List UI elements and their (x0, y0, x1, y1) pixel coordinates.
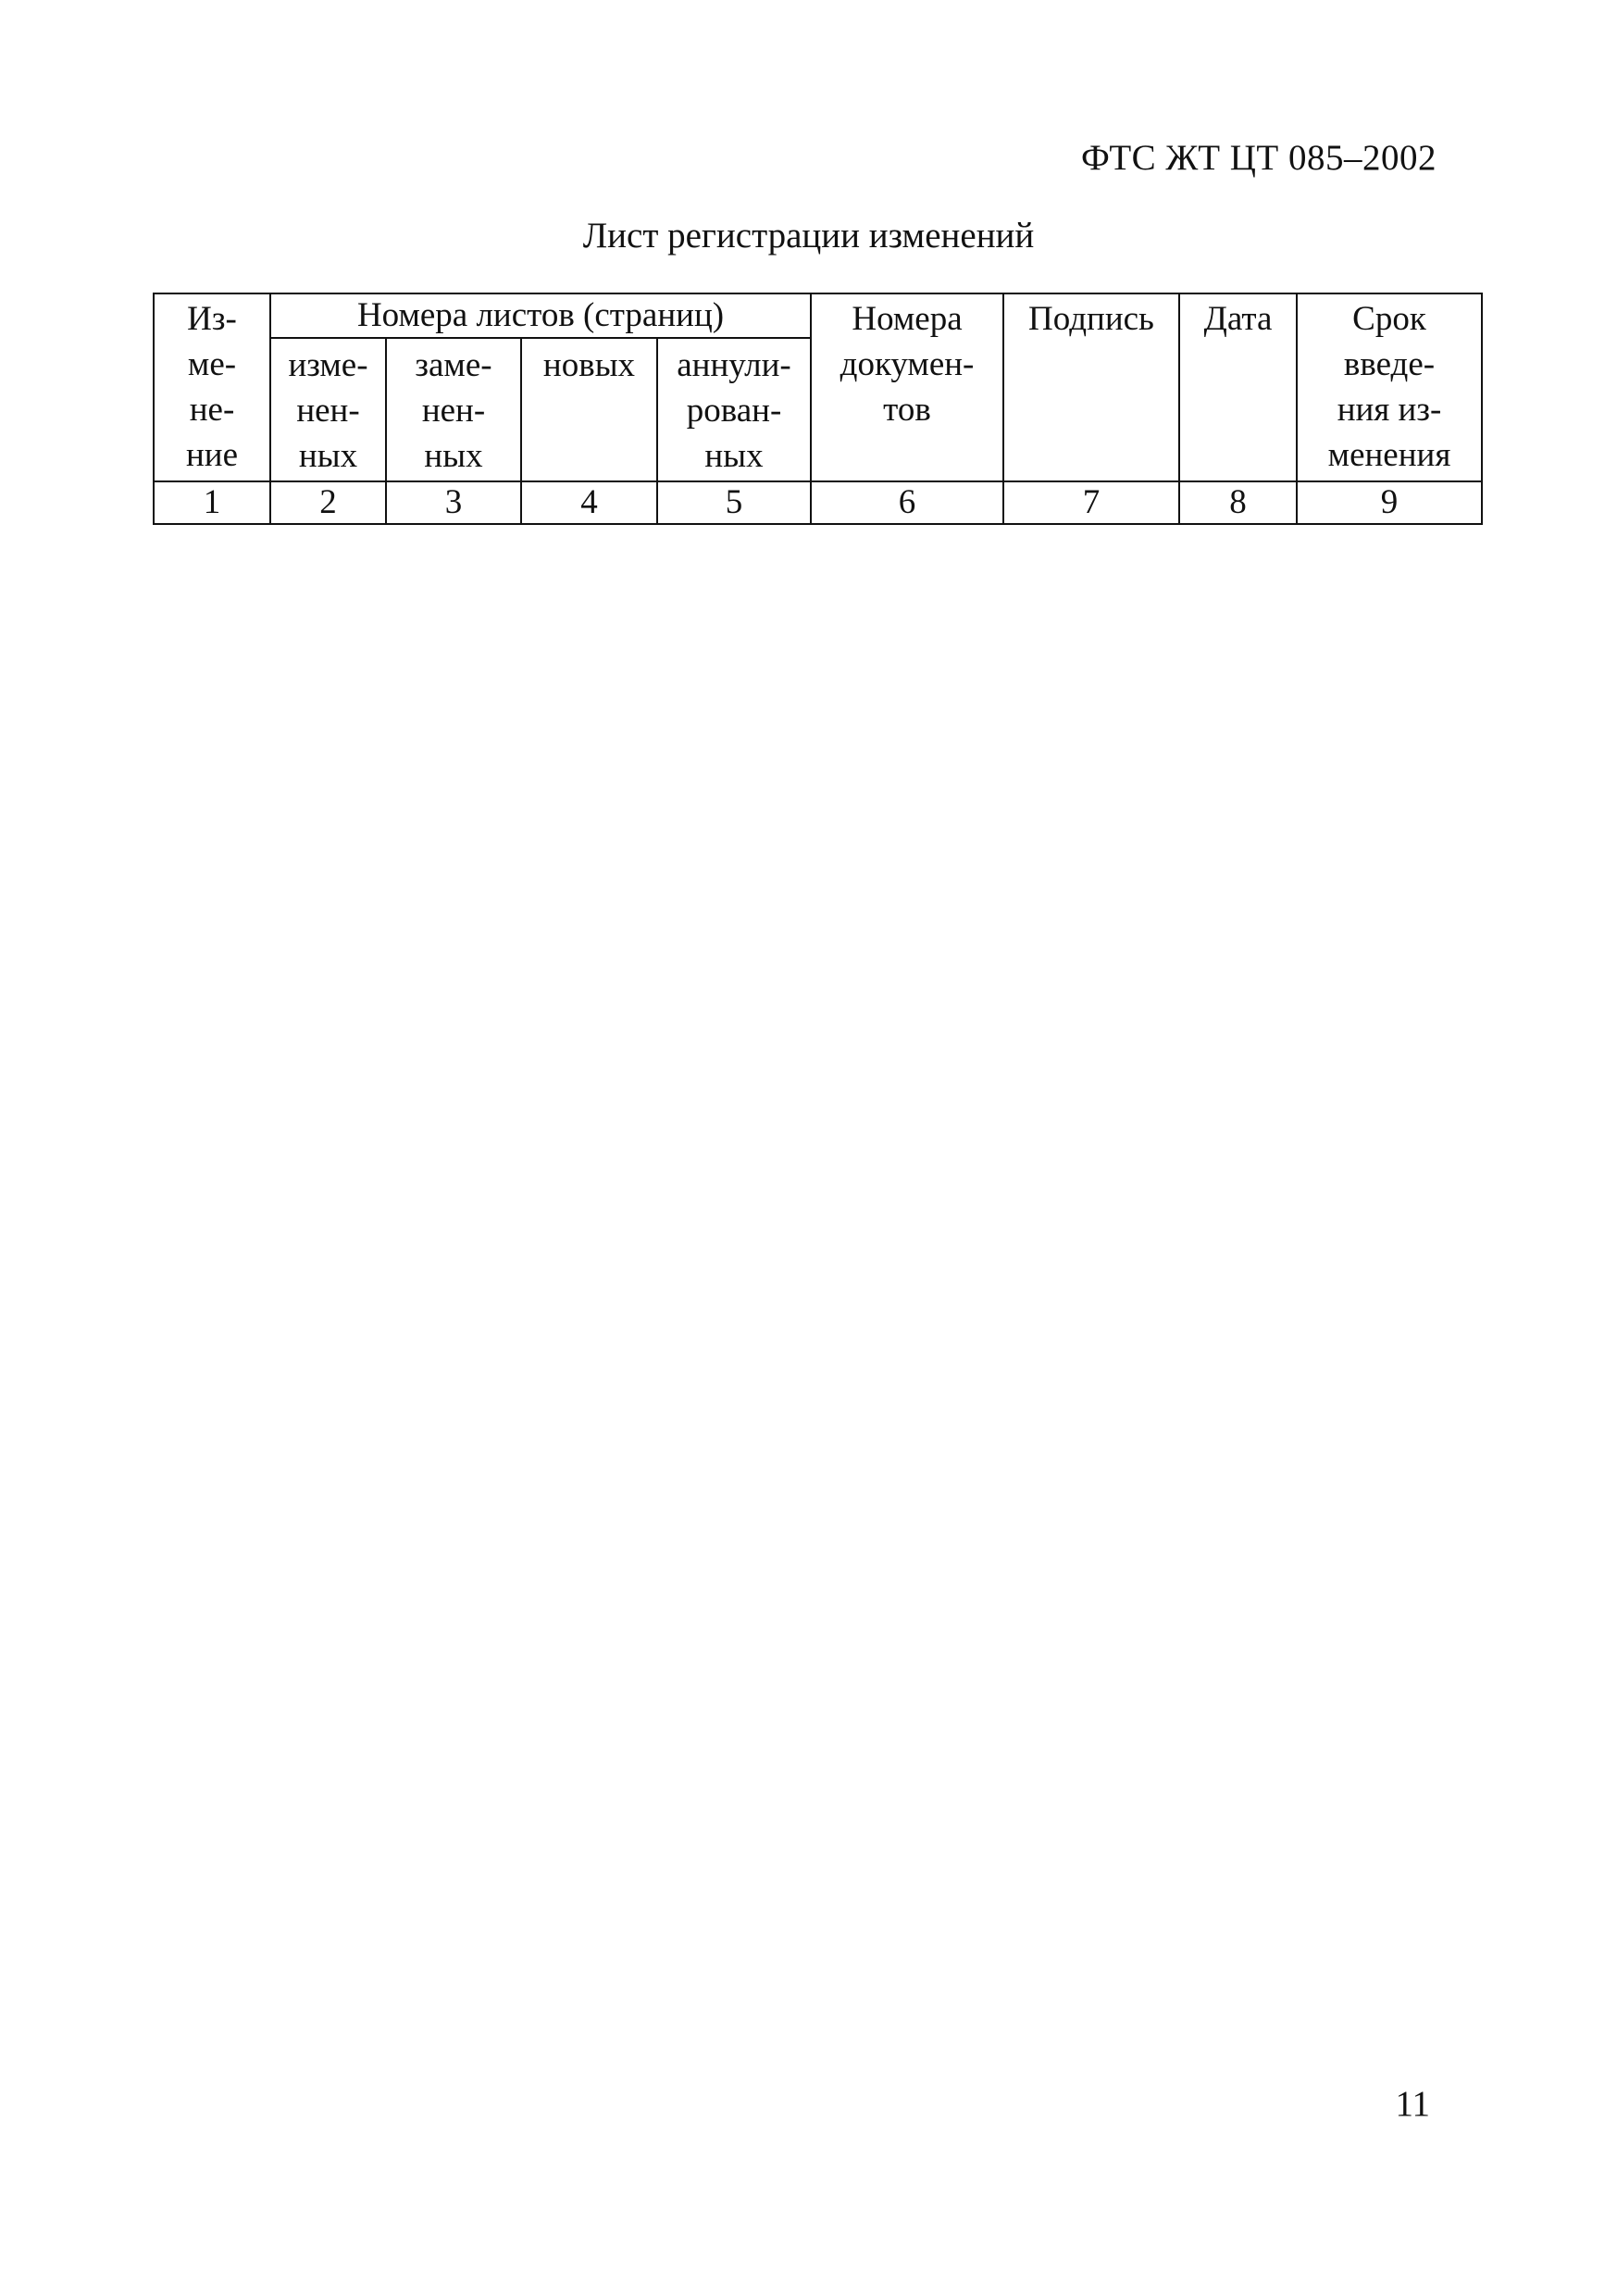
header-cell-deadline-line: менения (1327, 436, 1451, 474)
table-header-row-1 (154, 293, 1482, 338)
header-cell-annulled-line: рован- (686, 392, 782, 430)
header-cell-change-line: ме- (187, 345, 237, 383)
header-cell-changed (270, 338, 386, 481)
header-cell-replaced-line: заме- (415, 346, 492, 384)
header-cell-annulled-line: ных (704, 437, 764, 475)
header-cell-signature (1003, 293, 1179, 481)
header-cell-date (1179, 293, 1297, 481)
column-number-cell: 1 (154, 481, 270, 524)
header-cell-changed-line: нен- (296, 392, 360, 430)
header-cell-deadline-line: введе- (1343, 345, 1436, 383)
document-code: ФТС ЖТ ЦТ 085–2002 (1080, 138, 1437, 178)
page-number: 11 (1395, 2084, 1430, 2124)
column-numbers-row (154, 481, 1482, 524)
column-number-cell: 2 (270, 481, 386, 524)
header-cell-changed-line: ных (298, 437, 358, 475)
column-number-cell: 4 (521, 481, 657, 524)
header-cell-change-line: не- (189, 391, 235, 429)
header-cell-change-line: ние (185, 436, 239, 474)
header-cell-changed-line: изме- (288, 346, 368, 384)
header-cell-change-line: Из- (187, 300, 237, 338)
header-cell-replaced-line: нен- (421, 392, 486, 430)
header-cell-new (521, 338, 657, 481)
header-cell-change (154, 293, 270, 481)
sheet-title: Лист регистрации изменений (582, 216, 1035, 256)
header-cell-date-line: Дата (1203, 300, 1273, 338)
header-cell-deadline-line: Срок (1352, 300, 1426, 338)
header-cell-signature-line: Подпись (1028, 300, 1154, 338)
column-number-cell: 5 (657, 481, 811, 524)
column-number-cell: 9 (1297, 481, 1482, 524)
column-number-cell: 6 (811, 481, 1003, 524)
header-cell-deadline (1297, 293, 1482, 481)
header-cell-document-numbers-line: тов (883, 391, 931, 429)
column-number-cell: 3 (386, 481, 521, 524)
header-cell-document-numbers-line: докумен- (840, 345, 975, 383)
header-cell-replaced-line: ных (424, 437, 483, 475)
header-cell-replaced (386, 338, 521, 481)
column-number-cell: 8 (1179, 481, 1297, 524)
header-cell-document-numbers-line: Номера (852, 300, 963, 338)
header-cell-new-line: новых (542, 346, 636, 384)
header-cell-annulled (657, 338, 811, 481)
change-registration-table (153, 293, 1483, 525)
header-cell-deadline-line: ния из- (1337, 391, 1442, 429)
header-cell-document-numbers (811, 293, 1003, 481)
header-cell-sheet-numbers: Номера листов (страниц) (270, 293, 811, 338)
header-cell-annulled-line: аннули- (677, 346, 791, 384)
column-number-cell: 7 (1003, 481, 1179, 524)
